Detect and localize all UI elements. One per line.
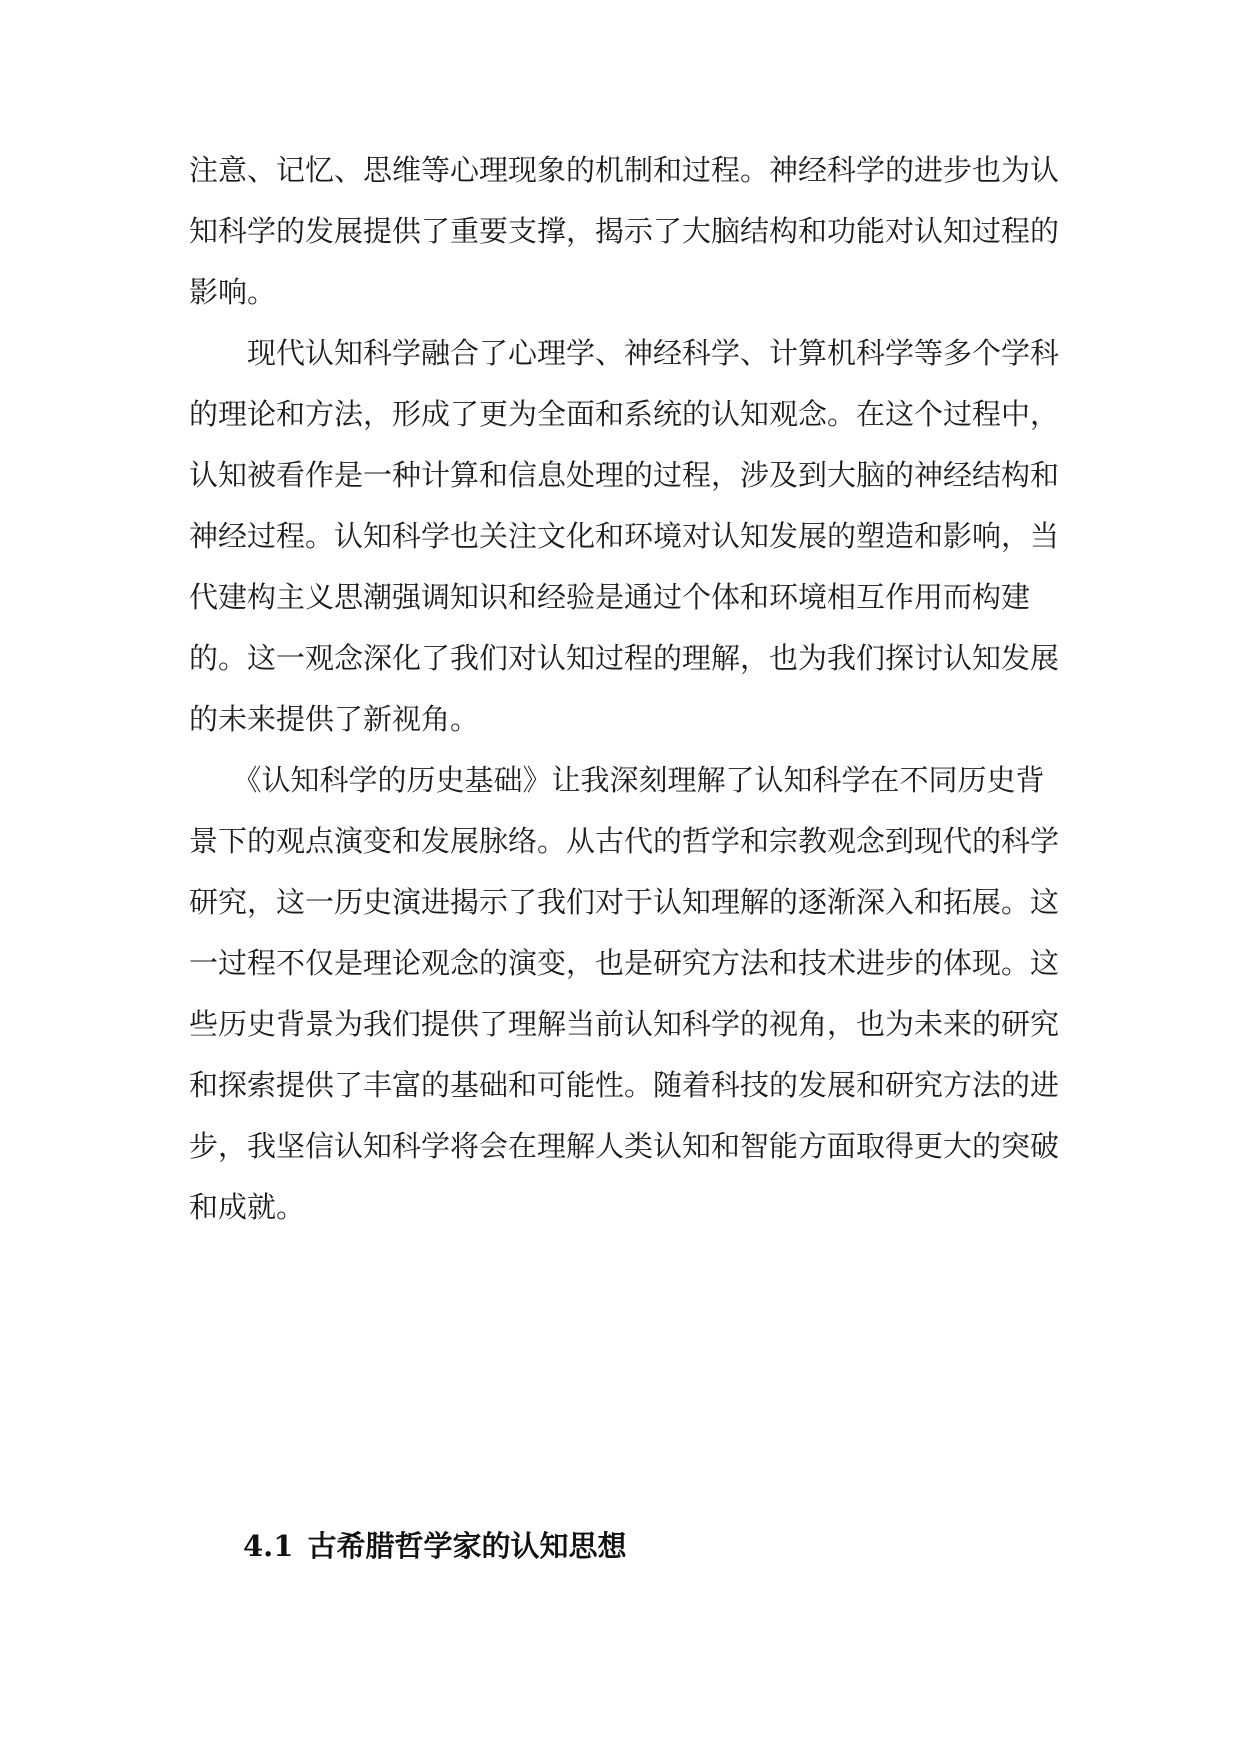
paragraph-2 — [189, 323, 1060, 750]
text-line: 步，我坚信认知科学将会在理解人类认知和智能方面取得更大的突破 — [189, 1129, 1060, 1163]
text-line: 些历史背景为我们提供了理解当前认知科学的视角，也为未来的研究 — [189, 1007, 1060, 1041]
text-line: 的。这一观念深化了我们对认知过程的理解，也为我们探讨认知发展 — [189, 641, 1060, 675]
text-line: 现代认知科学融合了心理学、神经科学、计算机科学等多个学科 — [189, 336, 1060, 370]
section-title: 古希腊哲学家的认知思想 — [307, 1529, 627, 1563]
text-line: 和成就。 — [189, 1190, 306, 1224]
text-line: 注意、记忆、思维等心理现象的机制和过程。神经科学的进步也为认 — [189, 153, 1060, 187]
text-line: 神经过程。认知科学也关注文化和环境对认知发展的塑造和影响，当 — [189, 519, 1060, 553]
text-line: 一过程不仅是理论观念的演变，也是研究方法和技术进步的体现。这 — [189, 946, 1060, 980]
text-line: 的理论和方法，形成了更为全面和系统的认知观念。在这个过程中， — [189, 397, 1060, 431]
text-line: 《认知科学的历史基础》让我深刻理解了认知科学在不同历史背 — [189, 763, 1045, 797]
section-heading — [243, 1521, 626, 1571]
text-line: 知科学的发展提供了重要支撑，揭示了大脑结构和功能对认知过程的 — [189, 214, 1060, 248]
section-number: 4.1 — [243, 1529, 294, 1563]
text-line: 影响。 — [189, 275, 277, 309]
text-line: 研究，这一历史演进揭示了我们对于认知理解的逐渐深入和拓展。这 — [189, 885, 1060, 919]
text-line: 和探索提供了丰富的基础和可能性。随着科技的发展和研究方法的进 — [189, 1068, 1060, 1102]
text-line: 景下的观点演变和发展脉络。从古代的哲学和宗教观念到现代的科学 — [189, 824, 1060, 858]
text-line: 代建构主义思潮强调知识和经验是通过个体和环境相互作用而构建 — [189, 580, 1031, 614]
paragraph-3 — [189, 750, 1060, 1238]
text-line: 认知被看作是一种计算和信息处理的过程，涉及到大脑的神经结构和 — [189, 458, 1060, 492]
body-text — [189, 140, 1060, 1238]
text-line: 的未来提供了新视角。 — [189, 702, 480, 736]
paragraph-1 — [189, 140, 1060, 323]
